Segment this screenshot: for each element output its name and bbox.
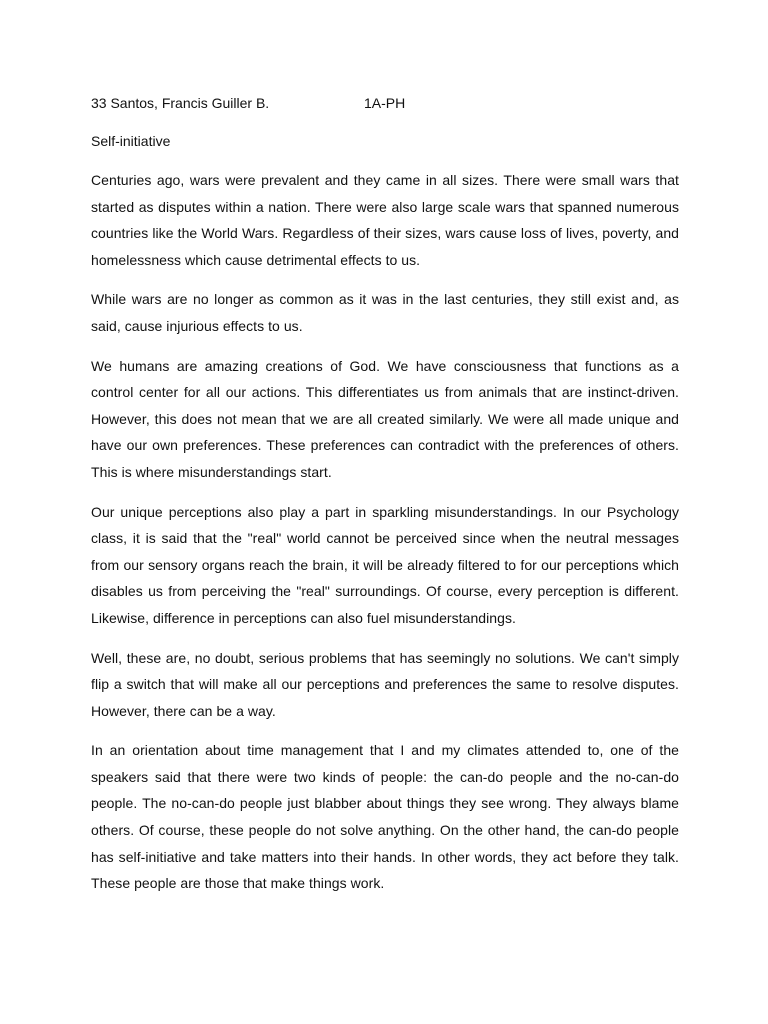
student-name: 33 Santos, Francis Guiller B. [91, 95, 270, 111]
paragraph-2: While wars are no longer as common as it was in the last centuries, they still exist and, as said, cause injurious effects to us. [91, 291, 679, 334]
section-code: 1A-PH [364, 95, 406, 111]
essay-title: Self-initiative [91, 133, 171, 149]
paragraph-4: Our unique perceptions also play a part in sparkling misunderstandings. In our Psychology class, it is said that the "real" world cannot be perceived since when the neutral messages from our sensory organs reach the brain, it will be already filtered to for our perceptions which disables us from perceiving the "real" surroundings. Of course, every perception is different. Likewise, difference in perceptions can also fuel misunderstandings. [91, 503, 679, 626]
paragraph-3: We humans are amazing creations of God. We have consciousness that functions as a control center for all our actions. This differentiates us from animals that are instinct-driven. However, this does not mean that we are all created similarly. We were all made unique and have our own preferences. These preferences can contradict with the preferences of others. This is where misunderstandings start. [91, 357, 679, 480]
header-line [91, 90, 679, 116]
paragraph-5: Well, these are, no doubt, serious problems that has seemingly no solutions. We can't simply flip a switch that will make all our perceptions and preferences the same to resolve disputes. However, there can be a way. [91, 649, 679, 719]
paragraph-6: In an orientation about time management that I and my climates attended to, one of the speakers said that there were two kinds of people: the can-do people and the no-can-do people. The no-can-do people just blabber about things they see wrong. They always blame others. Of course, these people do not solve anything. On the other hand, the can-do people has self-initiative and take matters into their hands. In other words, they act before they talk. These people are those that make things work. [91, 742, 679, 892]
paragraph-1: Centuries ago, wars were prevalent and they came in all sizes. There were small wars that started as disputes within a nation. There were also large scale wars that spanned numerous countries like the World Wars. Regardless of their sizes, wars cause loss of lives, poverty, and homelessness which cause detrimental effects to us. [91, 172, 679, 268]
document-page [91, 90, 679, 910]
